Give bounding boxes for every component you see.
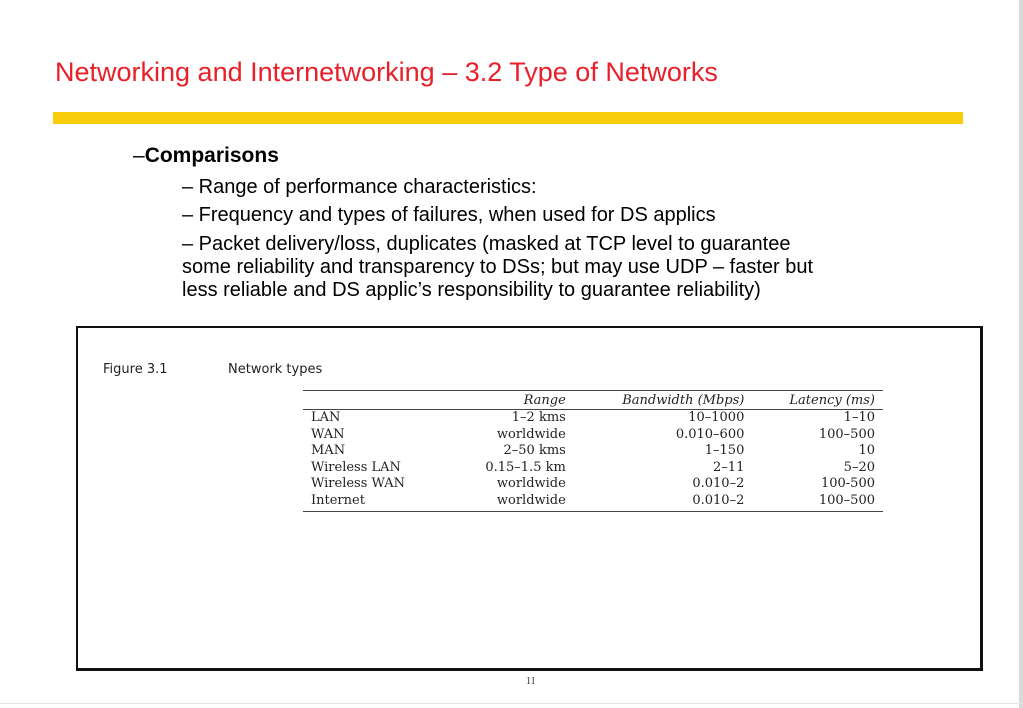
table-cell: LAN (311, 410, 341, 426)
table-row (303, 460, 883, 477)
table-cell: WAN (311, 426, 345, 442)
table-cell: 2–11 (713, 459, 745, 475)
table-cell: 1–150 (704, 443, 745, 459)
table-cell: 0.010–600 (675, 426, 745, 442)
table-cell: MAN (311, 443, 346, 459)
table-cell: 10–1000 (688, 410, 745, 426)
figure-caption (103, 362, 323, 377)
column-header: Range (447, 391, 574, 410)
column-header (303, 391, 447, 410)
bullet-heading (133, 144, 279, 168)
table-cell: Wireless LAN (311, 459, 401, 475)
table-cell: Internet (303, 493, 447, 512)
table-row (303, 493, 883, 512)
title-underline-bar (53, 112, 963, 124)
table-cell: worldwide (496, 426, 566, 442)
page-number: 11 (526, 676, 536, 687)
bottom-divider (0, 703, 1023, 704)
table-cell: 0.010–2 (692, 476, 745, 492)
table-row (303, 427, 883, 444)
figure-title: Network types (228, 362, 323, 377)
table-row (303, 443, 883, 460)
table-cell: worldwide (447, 493, 574, 512)
table-header-row (303, 391, 883, 410)
bullet-heading-dash: – (133, 144, 145, 167)
table-cell: 0.010–2 (574, 493, 753, 512)
bullet-point: – Frequency and types of failures, when used for DS applics (182, 204, 716, 226)
network-types-table (303, 390, 883, 512)
slide-title: Networking and Internetworking – 3.2 Type of Networks (55, 57, 718, 87)
table-cell: 2–50 kms (503, 443, 566, 459)
table-cell: 5–20 (843, 459, 875, 475)
table-cell: 100–500 (752, 493, 883, 512)
bullet-point: – Packet delivery/loss, duplicates (masked at TCP level to guarantee (182, 233, 791, 255)
figure-image-frame (76, 326, 983, 671)
table-cell: 100-500 (820, 476, 875, 492)
table-cell: Wireless WAN (311, 476, 406, 492)
figure-label: Figure 3.1 (103, 362, 168, 377)
slide-right-edge (1019, 0, 1023, 708)
table-cell: worldwide (496, 476, 566, 492)
table-cell: 0.15–1.5 km (485, 459, 566, 475)
table-cell: 100–500 (818, 426, 875, 442)
table-row (303, 410, 883, 427)
column-header: Latency (ms) (752, 391, 883, 410)
bullet-point: – Range of performance characteristics: (182, 176, 537, 198)
column-header: Bandwidth (Mbps) (574, 391, 753, 410)
table-cell: 1–2 kms (511, 410, 566, 426)
table-row (303, 476, 883, 493)
bullet-point-continued: less reliable and DS applic’s responsibility to guarantee reliability) (182, 279, 761, 301)
bullet-heading-text: Comparisons (144, 144, 279, 167)
table-cell: 10 (858, 443, 875, 459)
table-cell: 1–10 (843, 410, 875, 426)
bullet-point-continued: some reliability and transparency to DSs; but may use UDP – faster but (182, 256, 814, 278)
